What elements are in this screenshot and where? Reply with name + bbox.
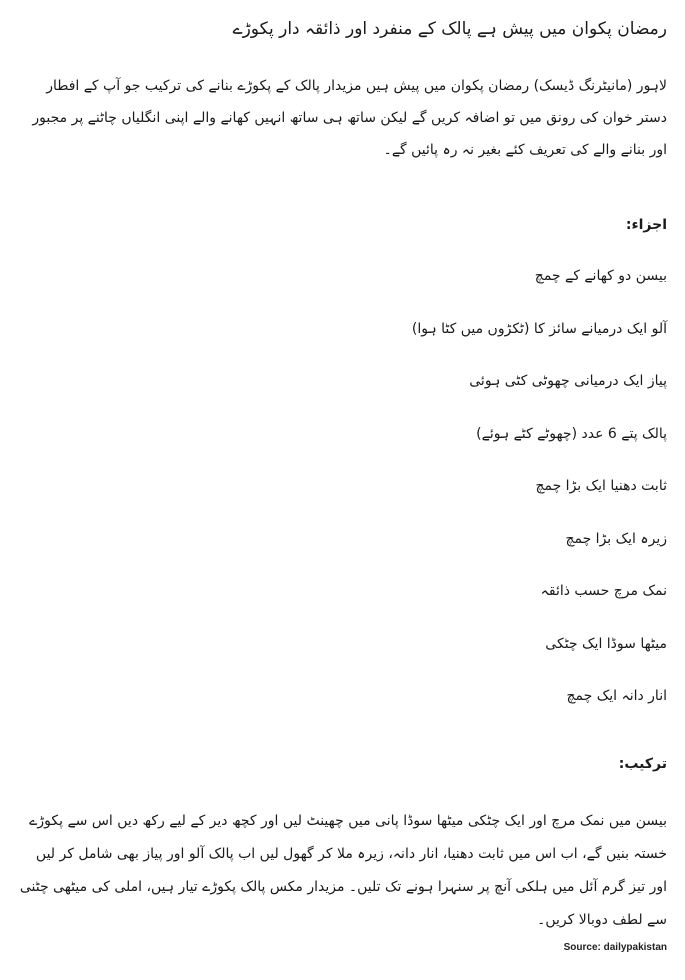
list-item: پالک پتے 6 عدد (چھوٹے کٹے ہوئے) [476,425,667,442]
ingredients-list [17,264,667,737]
list-item: انار دانہ ایک چمچ [566,688,667,704]
source-credit: Source: dailypakistan [563,942,667,953]
list-item: نمک مرچ حسب ذائقہ [540,583,667,599]
ingredients-heading: اجزاء: [625,217,667,233]
list-item: ثابت دھنیا ایک بڑا چمچ [535,478,667,494]
list-item: بیسن دو کھانے کے چمچ [534,268,667,284]
method-paragraph: بیسن میں نمک مرچ اور ایک چٹکی میٹھا سوڈا پانی میں چھینٹ لیں اور کچھ دیر کے لیے رکھ دیں اس سے پکوڑے خستہ بنیں گے، اب اس میں ثابت دھنیا، انار دانہ، زیرہ ملا کر گھول لیں اب پالک آلو اور پیاز بھی شامل کر لیں اور تیز گرم آئل میں ہلکی آنچ پر سنہرا ہونے تک تلیں۔ مزیدار مکس پالک پکوڑے تیار ہیں، املی کی میٹھی چٹنی سے لطف دوبالا کریں۔ [19,813,667,928]
list-item: زیرہ ایک بڑا چمچ [565,530,667,547]
article-title: رمضان پکوان میں پیش ہے پالک کے منفرد اور ذائقہ دار پکوڑے [232,19,667,39]
list-item: میٹھا سوڈا ایک چٹکی [545,635,667,652]
intro-paragraph: لاہور (مانیٹرنگ ڈیسک) رمضان پکوان میں پیش ہیں مزیدار پالک کے پکوڑے بنانے کی ترکیب جو آپ کے افطار دستر خوان کی رونق میں تو اضافہ کریں گے لیکن ساتھ ہی ساتھ انہیں کھانے والے اپنی انگلیاں چاٹنے پر مجبور اور بنانے والے کی تعریف کئے بغیر نہ رہ پائیں گے۔ [32,78,667,158]
list-item: پیاز ایک درمیانی چھوٹی کٹی ہوئی [469,373,667,389]
method-heading: ترکیب: [618,756,667,772]
list-item: آلو ایک درمیانے سائز کا (ٹکڑوں میں کٹا ہوا) [411,320,667,337]
